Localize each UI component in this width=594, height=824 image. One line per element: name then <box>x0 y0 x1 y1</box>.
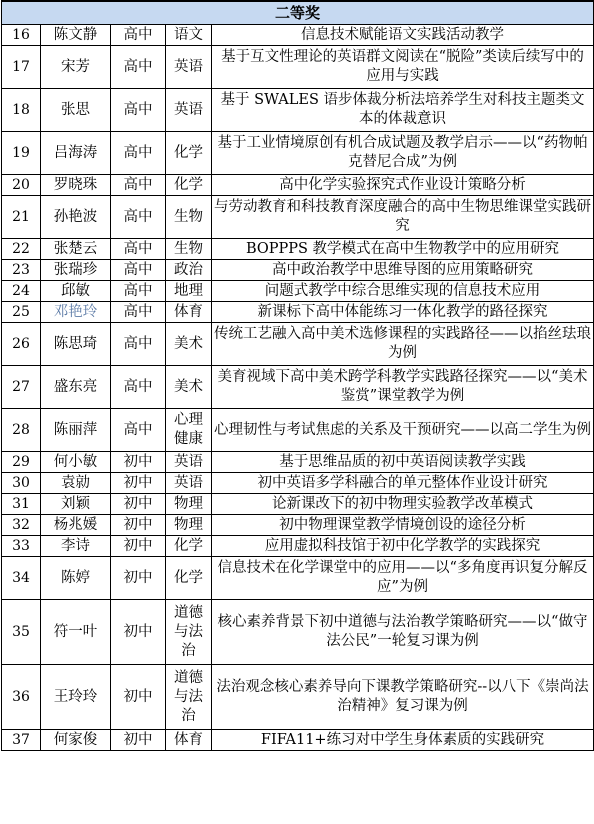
table-row <box>2 452 594 473</box>
teacher-name: 张思 <box>41 89 111 132</box>
school-level: 高中 <box>111 409 166 452</box>
school-level: 初中 <box>111 730 166 751</box>
table-row <box>2 366 594 409</box>
teacher-name: 孙艳波 <box>41 196 111 239</box>
row-number: 33 <box>2 536 41 557</box>
row-number: 26 <box>2 323 41 366</box>
school-level: 高中 <box>111 239 166 260</box>
teacher-name: 王玲玲 <box>41 665 111 730</box>
teacher-name: 邓艳玲 <box>41 302 111 323</box>
school-level: 初中 <box>111 536 166 557</box>
subject: 化学 <box>166 536 212 557</box>
school-level: 初中 <box>111 452 166 473</box>
school-level: 高中 <box>111 281 166 302</box>
subject: 化学 <box>166 132 212 175</box>
row-number: 29 <box>2 452 41 473</box>
table-row <box>2 89 594 132</box>
teacher-name: 何家俊 <box>41 730 111 751</box>
school-level: 高中 <box>111 260 166 281</box>
subject: 道德与法治 <box>166 665 212 730</box>
row-number: 37 <box>2 730 41 751</box>
paper-title: 高中化学实验探究式作业设计策略分析 <box>212 175 594 196</box>
teacher-name: 邱敏 <box>41 281 111 302</box>
teacher-name: 杨兆媛 <box>41 515 111 536</box>
subject: 体育 <box>166 730 212 751</box>
row-number: 25 <box>2 302 41 323</box>
paper-title: 基于互文性理论的英语群文阅读在“脱险”类读后续写中的应用与实践 <box>212 46 594 89</box>
school-level: 高中 <box>111 25 166 46</box>
table-row <box>2 25 594 46</box>
paper-title: BOPPPS 教学模式在高中生物教学中的应用研究 <box>212 239 594 260</box>
teacher-name: 吕海涛 <box>41 132 111 175</box>
table-row <box>2 196 594 239</box>
row-number: 34 <box>2 557 41 600</box>
row-number: 16 <box>2 25 41 46</box>
school-level: 初中 <box>111 515 166 536</box>
table-row <box>2 409 594 452</box>
table-row <box>2 281 594 302</box>
subject: 美术 <box>166 366 212 409</box>
subject: 心理健康 <box>166 409 212 452</box>
subject: 化学 <box>166 175 212 196</box>
subject: 生物 <box>166 239 212 260</box>
table-row <box>2 175 594 196</box>
row-number: 27 <box>2 366 41 409</box>
subject: 体育 <box>166 302 212 323</box>
table-row <box>2 46 594 89</box>
school-level: 初中 <box>111 557 166 600</box>
table-row <box>2 132 594 175</box>
table-row <box>2 239 594 260</box>
row-number: 22 <box>2 239 41 260</box>
paper-title: 应用虚拟科技馆于初中化学教学的实践探究 <box>212 536 594 557</box>
school-level: 高中 <box>111 196 166 239</box>
paper-title: 美育视域下高中美术跨学科教学实践路径探究——以“美术鉴赏”课堂教学为例 <box>212 366 594 409</box>
paper-title: 与劳动教育和科技教育深度融合的高中生物思维课堂实践研究 <box>212 196 594 239</box>
teacher-name: 宋芳 <box>41 46 111 89</box>
subject: 英语 <box>166 452 212 473</box>
paper-title: 基于 SWALES 语步体裁分析法培养学生对科技主题类文本的体裁意识 <box>212 89 594 132</box>
row-number: 17 <box>2 46 41 89</box>
award-level-title: 二等奖 <box>2 1 594 25</box>
teacher-name: 陈思琦 <box>41 323 111 366</box>
teacher-name: 刘颖 <box>41 494 111 515</box>
subject: 物理 <box>166 494 212 515</box>
school-level: 高中 <box>111 175 166 196</box>
school-level: 初中 <box>111 665 166 730</box>
paper-title: 信息技术在化学课堂中的应用——以“多角度再识复分解反应”为例 <box>212 557 594 600</box>
title-row <box>2 1 594 25</box>
subject: 英语 <box>166 89 212 132</box>
table-row <box>2 536 594 557</box>
school-level: 高中 <box>111 366 166 409</box>
table-row <box>2 665 594 730</box>
teacher-name: 张瑞珍 <box>41 260 111 281</box>
subject: 化学 <box>166 557 212 600</box>
school-level: 初中 <box>111 600 166 665</box>
row-number: 36 <box>2 665 41 730</box>
row-number: 35 <box>2 600 41 665</box>
teacher-name: 盛东亮 <box>41 366 111 409</box>
row-number: 19 <box>2 132 41 175</box>
paper-title: 问题式教学中综合思维实现的信息技术应用 <box>212 281 594 302</box>
paper-title: 信息技术赋能语文实践活动教学 <box>212 25 594 46</box>
subject: 英语 <box>166 473 212 494</box>
row-number: 31 <box>2 494 41 515</box>
table-row <box>2 260 594 281</box>
paper-title: 心理韧性与考试焦虑的关系及干预研究——以高二学生为例 <box>212 409 594 452</box>
table-row <box>2 557 594 600</box>
paper-title: 核心素养背景下初中道德与法治教学策略研究——以“做守法公民”一轮复习课为例 <box>212 600 594 665</box>
teacher-name: 陈婷 <box>41 557 111 600</box>
row-number: 32 <box>2 515 41 536</box>
school-level: 高中 <box>111 46 166 89</box>
paper-title: 法治观念核心素养导向下课教学策略研究--以八下《崇尚法治精神》复习课为例 <box>212 665 594 730</box>
school-level: 高中 <box>111 302 166 323</box>
teacher-name: 陈丽萍 <box>41 409 111 452</box>
paper-title: 论新课改下的初中物理实验教学改革模式 <box>212 494 594 515</box>
teacher-name: 张楚云 <box>41 239 111 260</box>
teacher-name: 罗晓珠 <box>41 175 111 196</box>
paper-title: 初中物理课堂教学情境创设的途径分析 <box>212 515 594 536</box>
teacher-name: 符一叶 <box>41 600 111 665</box>
award-table <box>1 0 594 751</box>
subject: 语文 <box>166 25 212 46</box>
table-row <box>2 473 594 494</box>
paper-title: 高中政治教学中思维导图的应用策略研究 <box>212 260 594 281</box>
row-number: 24 <box>2 281 41 302</box>
table-row <box>2 730 594 751</box>
row-number: 30 <box>2 473 41 494</box>
school-level: 初中 <box>111 473 166 494</box>
subject: 地理 <box>166 281 212 302</box>
table-row <box>2 323 594 366</box>
paper-title: 基于工业情境原创有机合成试题及教学启示——以“药物帕克替尼合成”为例 <box>212 132 594 175</box>
school-level: 初中 <box>111 494 166 515</box>
subject: 美术 <box>166 323 212 366</box>
row-number: 28 <box>2 409 41 452</box>
row-number: 21 <box>2 196 41 239</box>
subject: 生物 <box>166 196 212 239</box>
paper-title: FIFA11+练习对中学生身体素质的实践研究 <box>212 730 594 751</box>
paper-title: 传统工艺融入高中美术选修课程的实践路径——以掐丝珐琅为例 <box>212 323 594 366</box>
table-row <box>2 600 594 665</box>
table-row <box>2 515 594 536</box>
row-number: 18 <box>2 89 41 132</box>
teacher-name: 何小敏 <box>41 452 111 473</box>
table-row <box>2 494 594 515</box>
subject: 英语 <box>166 46 212 89</box>
teacher-name: 李诗 <box>41 536 111 557</box>
row-number: 20 <box>2 175 41 196</box>
paper-title: 基于思维品质的初中英语阅读教学实践 <box>212 452 594 473</box>
teacher-name: 陈文静 <box>41 25 111 46</box>
paper-title: 新课标下高中体能练习一体化教学的路径探究 <box>212 302 594 323</box>
subject: 政治 <box>166 260 212 281</box>
school-level: 高中 <box>111 89 166 132</box>
paper-title: 初中英语多学科融合的单元整体作业设计研究 <box>212 473 594 494</box>
row-number: 23 <box>2 260 41 281</box>
subject: 道德与法治 <box>166 600 212 665</box>
subject: 物理 <box>166 515 212 536</box>
table-row <box>2 302 594 323</box>
school-level: 高中 <box>111 132 166 175</box>
school-level: 高中 <box>111 323 166 366</box>
teacher-name: 袁勍 <box>41 473 111 494</box>
